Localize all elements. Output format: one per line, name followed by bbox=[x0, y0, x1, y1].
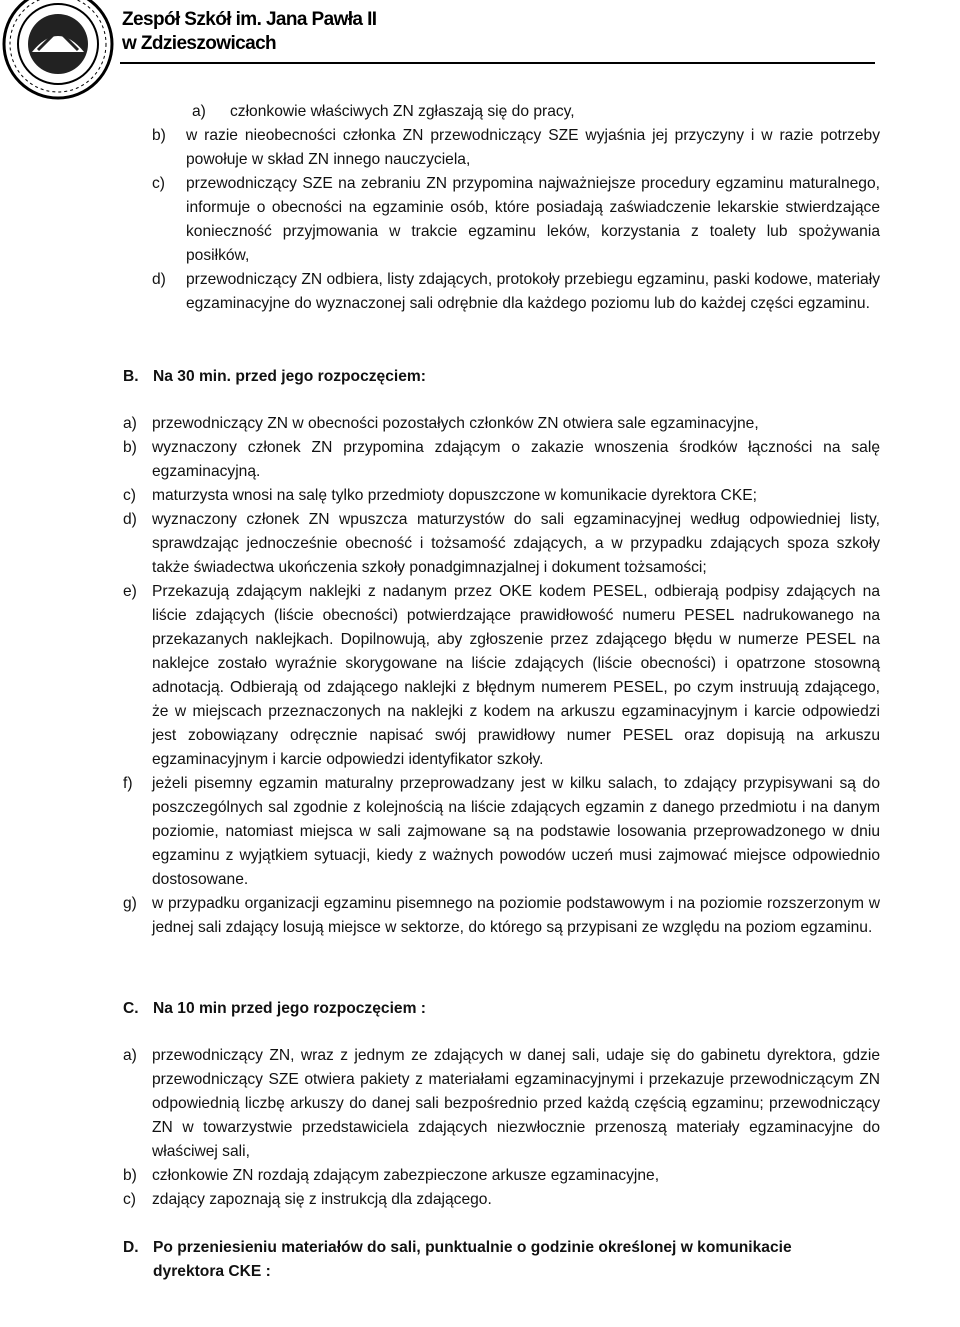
section-title: Po przeniesieniu materiałów do sali, punktualnie o godzinie określonej w komunikacie dyrektora CKE : bbox=[153, 1239, 792, 1280]
list-item bbox=[123, 892, 880, 940]
item-text: w przypadku organizacji egzaminu pisemnego na poziomie podstawowym i na poziomie rozszerzonym w jednej sali zdający losują miejsce w sektorze, do którego są przypisani ze względu na poziom egzaminu. bbox=[152, 895, 880, 936]
item-text: wyznaczony członek ZN wpuszcza maturzystów do sali egzaminacyjnej według odpowiedniej listy, sprawdzając jednocześnie obecność i tożsamość zdających, a w przypadku zdających spoza szkoły także świadectwa ukończenia szkoły ponadgimnazjalnej i dokument tożsamości; bbox=[152, 511, 880, 576]
item-text: przewodniczący ZN odbiera, listy zdających, protokoły przebiegu egzaminu, paski kodowe, materiały egzaminacyjne do wyznaczonej sali odrębnie dla każdego poziomu lub do każdej części egzaminu. bbox=[186, 271, 880, 312]
section-title: Na 30 min. przed jego rozpoczęciem: bbox=[153, 368, 426, 385]
item-label: a) bbox=[123, 415, 137, 432]
item-text: przewodniczący ZN, wraz z jednym ze zdających w danej sali, udaje się do gabinetu dyrektora, gdzie przewodniczący SZE otwiera pakiety z materiałami egzaminacyjnymi i przekazuje przewodniczącym ZN odpowiednią liczbę arkuszy do danej sali bezpośrednio przed każdą częścią egzaminu; przewodniczący ZN w towarzystwie przedstawiciela zdających niezwłocznie przenoszą materiały egzaminacyjne do właściwej sali, bbox=[152, 1047, 880, 1160]
item-label: d) bbox=[123, 511, 137, 528]
section-b-heading bbox=[123, 365, 863, 389]
list-item bbox=[123, 772, 880, 892]
item-label: c) bbox=[152, 175, 165, 192]
item-label: f) bbox=[123, 775, 133, 792]
item-label: b) bbox=[123, 1167, 137, 1184]
item-label: c) bbox=[123, 1191, 136, 1208]
item-label: d) bbox=[152, 271, 166, 288]
item-text: Przekazują zdającym naklejki z nadanym przez OKE kodem PESEL, odbierają podpisy zdających na liście zdających (liście obecności) potwierdzające prawidłowość numeru PESEL nadrukowanego na przekazanych naklejkach. Dopilnowują, aby zgłoszenie przez zdającego błędu w numerze PESEL na naklejce zostało wyraźnie skorygowane na liście zdających (liście obecności) i opatrzone stosowną adnotacją. Odbierają od zdającego naklejki z błędnym numerem PESEL, po czym instruują zdającego, że w miejscach przeznaczonych na naklejki z kodem na arkuszu egzaminacyjnym i karcie odpowiedzi jest zobowiązany odręcznie napisać swój prawidłowy numer PESEL oraz dopisują na arkuszu egzaminacyjnym i karcie odpowiedzi identyfikator szkoły. bbox=[152, 583, 880, 768]
header-divider bbox=[120, 62, 875, 64]
item-label: b) bbox=[123, 439, 137, 456]
school-name-line2: w Zdzieszowicach bbox=[122, 33, 277, 54]
list-item bbox=[123, 580, 880, 772]
item-text: członkowie właściwych ZN zgłaszają się do pracy, bbox=[230, 103, 575, 120]
school-name bbox=[122, 8, 376, 56]
school-name-line1: Zespół Szkół im. Jana Pawła II bbox=[122, 9, 377, 30]
item-label: c) bbox=[123, 487, 136, 504]
list-item bbox=[152, 172, 880, 268]
list-item bbox=[123, 484, 880, 508]
section-number: B. bbox=[123, 368, 139, 385]
school-seal-logo bbox=[2, 0, 114, 100]
section-number: D. bbox=[123, 1239, 139, 1256]
page-header bbox=[0, 0, 960, 110]
list-item bbox=[152, 268, 880, 316]
item-text: maturzysta wnosi na salę tylko przedmioty dopuszczone w komunikacie dyrektora CKE; bbox=[152, 487, 757, 504]
item-label: a) bbox=[123, 1047, 137, 1064]
list-item bbox=[152, 100, 880, 124]
list-item bbox=[123, 1164, 880, 1188]
item-label: e) bbox=[123, 583, 137, 600]
section-number: C. bbox=[123, 1000, 139, 1017]
item-label: a) bbox=[192, 103, 206, 120]
item-label: g) bbox=[123, 895, 137, 912]
list-item bbox=[123, 508, 880, 580]
item-text: członkowie ZN rozdają zdającym zabezpieczone arkusze egzaminacyjne, bbox=[152, 1167, 660, 1184]
item-text: jeżeli pisemny egzamin maturalny przeprowadzany jest w kilku salach, to zdający przypisywani są do poszczególnych sal zgodnie z kolejnością na liście zdających egzamin z danego przedmiotu i na danym poziomie, natomiast miejsca w sali zajmowane są na podstawie losowania przeprowadzonego w dniu egzaminu z wyjątkiem sytuacji, kiedy z ważnych powodów uczeń musi zajmować miejsce odpowiednio dostosowane. bbox=[152, 775, 880, 888]
section-c-heading bbox=[123, 997, 863, 1021]
item-text: przewodniczący ZN w obecności pozostałych członków ZN otwiera sale egzaminacyjne, bbox=[152, 415, 759, 432]
item-text: wyznaczony członek ZN przypomina zdającym o zakazie wnoszenia środków łączności na salę egzaminacyjną. bbox=[152, 439, 880, 480]
item-text: w razie nieobecności członka ZN przewodniczący SZE wyjaśnia jej przyczyny i w razie potrzeby powołuje w skład ZN innego nauczyciela, bbox=[186, 127, 880, 168]
item-text: przewodniczący SZE na zebraniu ZN przypomina najważniejsze procedury egzaminu maturalnego, informuje o obecności na egzaminie osób, które posiadają zaświadczenie lekarskie stwierdzające konieczność przyjmowania w trakcie egzaminu leków, korzystania z toalety lub spożywania posiłków, bbox=[186, 175, 880, 264]
section-a-list bbox=[0, 100, 960, 316]
list-item bbox=[152, 124, 880, 172]
section-title: Na 10 min przed jego rozpoczęciem : bbox=[153, 1000, 426, 1017]
item-text: zdający zapoznają się z instrukcją dla zdającego. bbox=[152, 1191, 492, 1208]
item-label: b) bbox=[152, 127, 166, 144]
section-b-list bbox=[0, 412, 960, 940]
section-d-heading bbox=[123, 1236, 863, 1284]
list-item bbox=[123, 436, 880, 484]
list-item bbox=[123, 412, 880, 436]
section-c-list bbox=[0, 1044, 960, 1212]
list-item bbox=[123, 1188, 880, 1212]
list-item bbox=[123, 1044, 880, 1164]
